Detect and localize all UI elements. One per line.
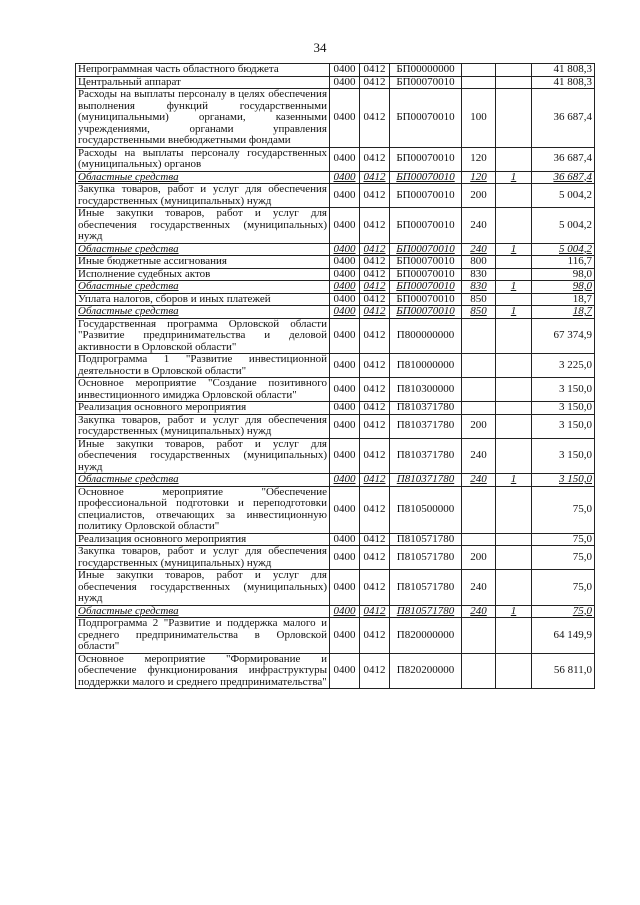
row-expense-code: 830 [462,268,496,281]
row-amount: 41 808,3 [532,64,595,77]
row-target-code: БП00070010 [390,293,462,306]
row-target-code: БП00070010 [390,171,462,184]
row-amount: 36 687,4 [532,147,595,171]
row-target-code: П800000000 [390,318,462,354]
table-row [76,486,595,533]
table-row [76,438,595,474]
row-target-code: П810571780 [390,546,462,570]
row-subsection-code: 0412 [360,281,390,294]
row-section-code: 0400 [330,256,360,269]
row-target-code: БП00070010 [390,147,462,171]
table-row [76,306,595,319]
row-name: Областные средства [76,171,330,184]
row-name: Подпрограмма 1 "Развитие инвестиционной деятельности в Орловской области" [76,354,330,378]
row-source-code [496,184,532,208]
row-source-code [496,414,532,438]
row-section-code: 0400 [330,281,360,294]
row-target-code: П810371780 [390,414,462,438]
row-target-code: БП00070010 [390,76,462,89]
table-row [76,293,595,306]
table-row [76,318,595,354]
row-source-code [496,64,532,77]
row-subsection-code: 0412 [360,546,390,570]
row-name: Основное мероприятие "Создание позитивного инвестиционного имиджа Орловской области" [76,378,330,402]
table-row [76,402,595,415]
row-target-code: БП00070010 [390,208,462,244]
row-source-code: 1 [496,171,532,184]
row-name: Областные средства [76,281,330,294]
table-row [76,378,595,402]
row-subsection-code: 0412 [360,208,390,244]
row-section-code: 0400 [330,474,360,487]
row-section-code: 0400 [330,533,360,546]
row-name: Закупка товаров, работ и услуг для обеспечения государственных (муниципальных) нужд [76,546,330,570]
row-target-code: П810500000 [390,486,462,533]
row-expense-code: 200 [462,184,496,208]
row-target-code: П810300000 [390,378,462,402]
row-amount: 75,0 [532,570,595,606]
row-source-code [496,293,532,306]
table-row [76,354,595,378]
row-name: Реализация основного мероприятия [76,402,330,415]
row-target-code: БП00070010 [390,268,462,281]
row-subsection-code: 0412 [360,402,390,415]
row-subsection-code: 0412 [360,306,390,319]
table-row [76,184,595,208]
row-expense-code: 100 [462,89,496,148]
row-expense-code: 830 [462,281,496,294]
row-expense-code: 240 [462,208,496,244]
row-expense-code: 120 [462,171,496,184]
row-target-code: БП00070010 [390,306,462,319]
table-row [76,64,595,77]
row-amount: 5 004,2 [532,184,595,208]
row-amount: 75,0 [532,486,595,533]
row-source-code [496,570,532,606]
row-section-code: 0400 [330,76,360,89]
row-section-code: 0400 [330,618,360,654]
row-expense-code [462,653,496,689]
row-expense-code [462,378,496,402]
row-expense-code: 240 [462,570,496,606]
row-amount: 75,0 [532,605,595,618]
row-source-code: 1 [496,474,532,487]
table-row [76,76,595,89]
row-name: Областные средства [76,605,330,618]
row-source-code [496,147,532,171]
row-name: Основное мероприятие "Формирование и обеспечение функционирования инфраструктуры поддержки малого и среднего предпринимательства" [76,653,330,689]
row-amount: 67 374,9 [532,318,595,354]
row-target-code: П820000000 [390,618,462,654]
row-name: Исполнение судебных актов [76,268,330,281]
row-source-code [496,486,532,533]
row-source-code [496,89,532,148]
row-section-code: 0400 [330,293,360,306]
row-name: Центральный аппарат [76,76,330,89]
row-section-code: 0400 [330,486,360,533]
row-subsection-code: 0412 [360,570,390,606]
budget-rows [76,64,595,689]
row-source-code: 1 [496,243,532,256]
row-subsection-code: 0412 [360,243,390,256]
row-expense-code: 850 [462,306,496,319]
table-row [76,533,595,546]
row-subsection-code: 0412 [360,89,390,148]
row-expense-code [462,533,496,546]
row-name: Государственная программа Орловской области "Развитие предпринимательства и деловой активности в Орловской области" [76,318,330,354]
table-row [76,256,595,269]
row-name: Расходы на выплаты персоналу государственных (муниципальных) органов [76,147,330,171]
row-expense-code [462,76,496,89]
row-section-code: 0400 [330,318,360,354]
row-source-code [496,533,532,546]
row-section-code: 0400 [330,605,360,618]
row-amount: 3 150,0 [532,402,595,415]
row-section-code: 0400 [330,184,360,208]
row-section-code: 0400 [330,438,360,474]
row-expense-code: 800 [462,256,496,269]
row-source-code [496,378,532,402]
row-amount: 3 150,0 [532,438,595,474]
row-subsection-code: 0412 [360,76,390,89]
table-row [76,474,595,487]
row-expense-code [462,402,496,415]
row-expense-code: 120 [462,147,496,171]
row-target-code: П810371780 [390,402,462,415]
row-subsection-code: 0412 [360,184,390,208]
row-subsection-code: 0412 [360,256,390,269]
row-name: Иные бюджетные ассигнования [76,256,330,269]
row-subsection-code: 0412 [360,438,390,474]
row-amount: 3 150,0 [532,378,595,402]
row-name: Иные закупки товаров, работ и услуг для обеспечения государственных (муниципальных) нужд [76,208,330,244]
row-expense-code [462,318,496,354]
row-section-code: 0400 [330,546,360,570]
row-subsection-code: 0412 [360,414,390,438]
row-source-code: 1 [496,306,532,319]
row-name: Основное мероприятие "Обеспечение профессиональной подготовки и переподготовки специалистов, отвечающих за инвестиционную политику Орловской области" [76,486,330,533]
row-name: Расходы на выплаты персоналу в целях обеспечения выполнения функций государственными (муниципальными) органами, казенными учреждениями, органами управления государственными внебюджетными фондами [76,89,330,148]
row-amount: 116,7 [532,256,595,269]
row-subsection-code: 0412 [360,653,390,689]
table-row [76,653,595,689]
table-row [76,546,595,570]
row-source-code: 1 [496,281,532,294]
row-expense-code [462,354,496,378]
row-expense-code [462,618,496,654]
row-section-code: 0400 [330,208,360,244]
row-name: Областные средства [76,306,330,319]
row-name: Закупка товаров, работ и услуг для обеспечения государственных (муниципальных) нужд [76,184,330,208]
row-section-code: 0400 [330,89,360,148]
row-expense-code: 240 [462,605,496,618]
row-source-code [496,618,532,654]
row-amount: 75,0 [532,533,595,546]
row-target-code: П820200000 [390,653,462,689]
row-amount: 56 811,0 [532,653,595,689]
row-subsection-code: 0412 [360,618,390,654]
row-expense-code: 200 [462,546,496,570]
row-target-code: БП00070010 [390,281,462,294]
row-subsection-code: 0412 [360,378,390,402]
row-section-code: 0400 [330,354,360,378]
row-amount: 36 687,4 [532,171,595,184]
table-row [76,605,595,618]
row-name: Непрограммная часть областного бюджета [76,64,330,77]
row-amount: 36 687,4 [532,89,595,148]
row-subsection-code: 0412 [360,354,390,378]
row-target-code: П810371780 [390,438,462,474]
row-source-code [496,653,532,689]
row-source-code [496,438,532,474]
row-target-code: П810371780 [390,474,462,487]
row-amount: 3 150,0 [532,474,595,487]
table-row [76,414,595,438]
row-name: Областные средства [76,474,330,487]
row-expense-code: 240 [462,474,496,487]
row-subsection-code: 0412 [360,533,390,546]
row-subsection-code: 0412 [360,293,390,306]
table-row [76,570,595,606]
row-section-code: 0400 [330,171,360,184]
row-name: Подпрограмма 2 "Развитие и поддержка малого и среднего предпринимательства в Орловской области" [76,618,330,654]
row-target-code: БП00000000 [390,64,462,77]
table-row [76,618,595,654]
row-target-code: П810571780 [390,570,462,606]
table-row [76,208,595,244]
row-source-code [496,354,532,378]
row-target-code: БП00070010 [390,243,462,256]
row-target-code: БП00070010 [390,184,462,208]
budget-table [75,63,595,689]
row-subsection-code: 0412 [360,318,390,354]
row-expense-code: 850 [462,293,496,306]
row-name: Областные средства [76,243,330,256]
row-amount: 64 149,9 [532,618,595,654]
table-row [76,147,595,171]
row-expense-code [462,64,496,77]
row-source-code [496,402,532,415]
table-row [76,243,595,256]
row-target-code: П810571780 [390,605,462,618]
row-source-code [496,318,532,354]
row-amount: 5 004,2 [532,208,595,244]
table-row [76,268,595,281]
row-subsection-code: 0412 [360,474,390,487]
row-target-code: П810000000 [390,354,462,378]
row-subsection-code: 0412 [360,147,390,171]
row-target-code: БП00070010 [390,256,462,269]
row-subsection-code: 0412 [360,268,390,281]
row-source-code [496,546,532,570]
row-name: Иные закупки товаров, работ и услуг для обеспечения государственных (муниципальных) нужд [76,438,330,474]
row-target-code: П810571780 [390,533,462,546]
row-section-code: 0400 [330,378,360,402]
row-section-code: 0400 [330,414,360,438]
row-section-code: 0400 [330,570,360,606]
row-amount: 18,7 [532,306,595,319]
row-source-code [496,256,532,269]
row-subsection-code: 0412 [360,171,390,184]
row-amount: 98,0 [532,281,595,294]
row-amount: 3 150,0 [532,414,595,438]
row-amount: 41 808,3 [532,76,595,89]
row-section-code: 0400 [330,243,360,256]
row-section-code: 0400 [330,402,360,415]
row-section-code: 0400 [330,147,360,171]
row-amount: 5 004,2 [532,243,595,256]
row-name: Закупка товаров, работ и услуг для обеспечения государственных (муниципальных) нужд [76,414,330,438]
row-source-code: 1 [496,605,532,618]
page-number: 34 [313,40,327,55]
row-section-code: 0400 [330,306,360,319]
row-name: Уплата налогов, сборов и иных платежей [76,293,330,306]
row-expense-code: 240 [462,243,496,256]
row-source-code [496,268,532,281]
row-subsection-code: 0412 [360,605,390,618]
row-subsection-code: 0412 [360,64,390,77]
row-section-code: 0400 [330,653,360,689]
row-section-code: 0400 [330,64,360,77]
table-row [76,89,595,148]
row-expense-code: 200 [462,414,496,438]
row-name: Реализация основного мероприятия [76,533,330,546]
row-amount: 98,0 [532,268,595,281]
row-expense-code [462,486,496,533]
row-section-code: 0400 [330,268,360,281]
row-subsection-code: 0412 [360,486,390,533]
row-amount: 3 225,0 [532,354,595,378]
row-amount: 75,0 [532,546,595,570]
table-row [76,281,595,294]
row-amount: 18,7 [532,293,595,306]
row-expense-code: 240 [462,438,496,474]
row-target-code: БП00070010 [390,89,462,148]
row-source-code [496,208,532,244]
row-source-code [496,76,532,89]
table-row [76,171,595,184]
row-name: Иные закупки товаров, работ и услуг для обеспечения государственных (муниципальных) нужд [76,570,330,606]
